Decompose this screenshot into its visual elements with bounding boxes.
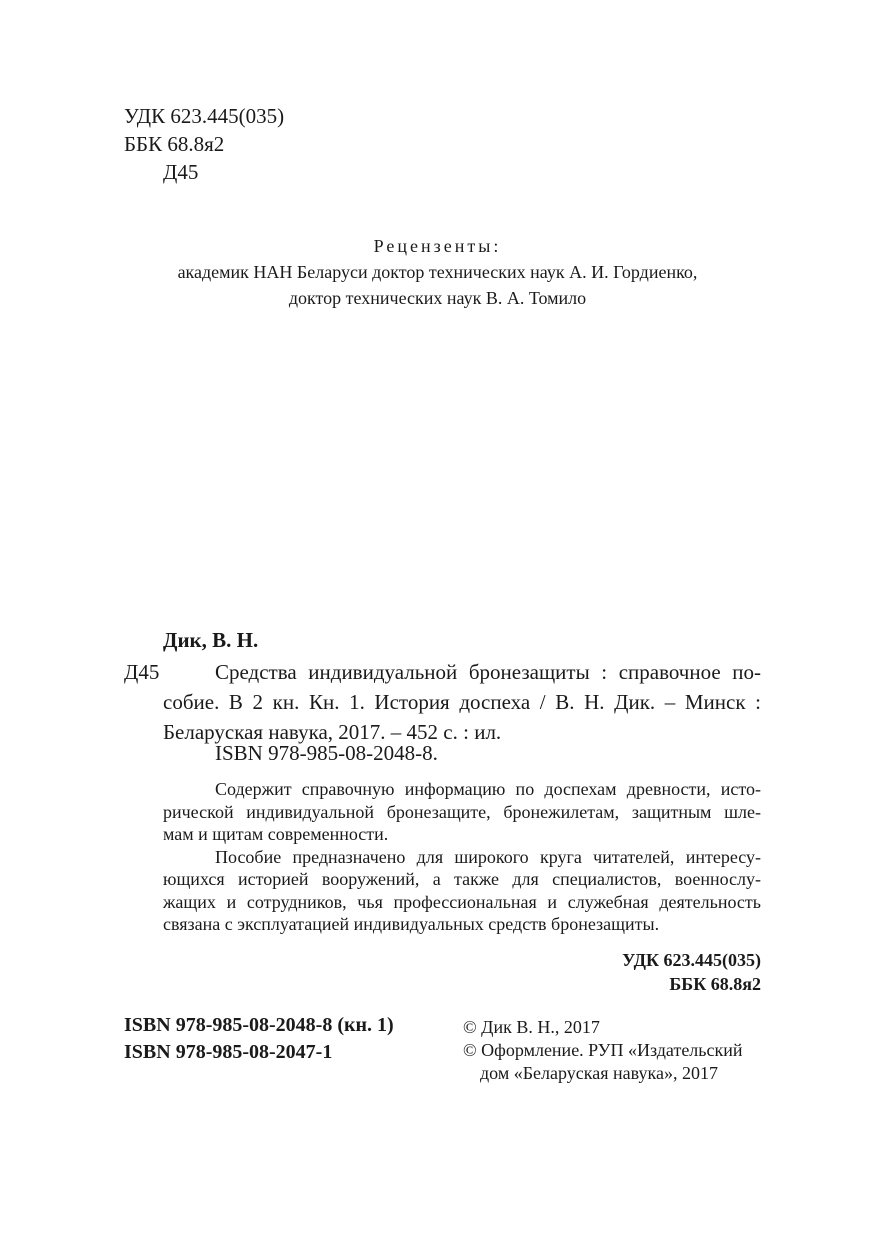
annotation-line: связана с эксплуатацией индивидуальных средств бронезащиты.	[163, 914, 660, 934]
copyright-design: © Оформление. РУП «Издательский	[463, 1040, 743, 1060]
annotation-line: Содержит справочную информацию по доспехам древности, исто-	[215, 779, 761, 799]
reviewer-line: доктор технических наук В. А. Томило	[288, 288, 587, 308]
copyright-design-cont: дом «Беларуская навука», 2017	[480, 1063, 718, 1083]
udk-code-bottom: УДК 623.445(035)	[622, 950, 761, 970]
entry-mark: Д45	[124, 660, 160, 684]
author-mark: Д45	[163, 160, 199, 184]
author-name: Дик, В. Н.	[163, 628, 259, 652]
annotation-line: жащих и сотрудников, чья профессиональная и служебная деятельность	[163, 891, 761, 912]
annotation-line: Пособие предназначено для широкого круга читателей, интересу-	[215, 846, 761, 867]
reviewers-heading: Рецензенты:	[373, 236, 502, 256]
isbn-volume: ISBN 978-985-08-2048-8 (кн. 1)	[124, 1014, 394, 1036]
annotation-line: ющихся историей вооружений, а также для специалистов, военнослу-	[163, 869, 761, 889]
udk-code: УДК 623.445(035)	[124, 104, 285, 128]
reviewer-line: академик НАН Беларуси доктор технических наук А. И. Гордиенко,	[177, 262, 698, 282]
bbk-code-bottom: ББК 68.8я2	[669, 974, 761, 994]
entry-isbn: ISBN 978-985-08-2048-8.	[215, 741, 438, 765]
entry-title-line: собие. В 2 кн. Кн. 1. История доспеха / В. Н. Дик. – Минск :	[163, 690, 761, 714]
reviewers-block	[0, 233, 875, 311]
entry-title-line: Средства индивидуальной бронезащиты : справочное по-	[215, 660, 761, 684]
entry-publisher-line: Беларуская навука, 2017. – 452 с. : ил.	[163, 720, 502, 744]
isbn-set: ISBN 978-985-08-2047-1	[124, 1041, 333, 1063]
annotation-line: мам и щитам современности.	[163, 824, 389, 844]
annotation-line: рической индивидуальной бронезащите, бронежилетам, защитным шле-	[163, 801, 761, 822]
bbk-code: ББК 68.8я2	[124, 132, 225, 156]
copyright-author: © Дик В. Н., 2017	[463, 1017, 600, 1037]
